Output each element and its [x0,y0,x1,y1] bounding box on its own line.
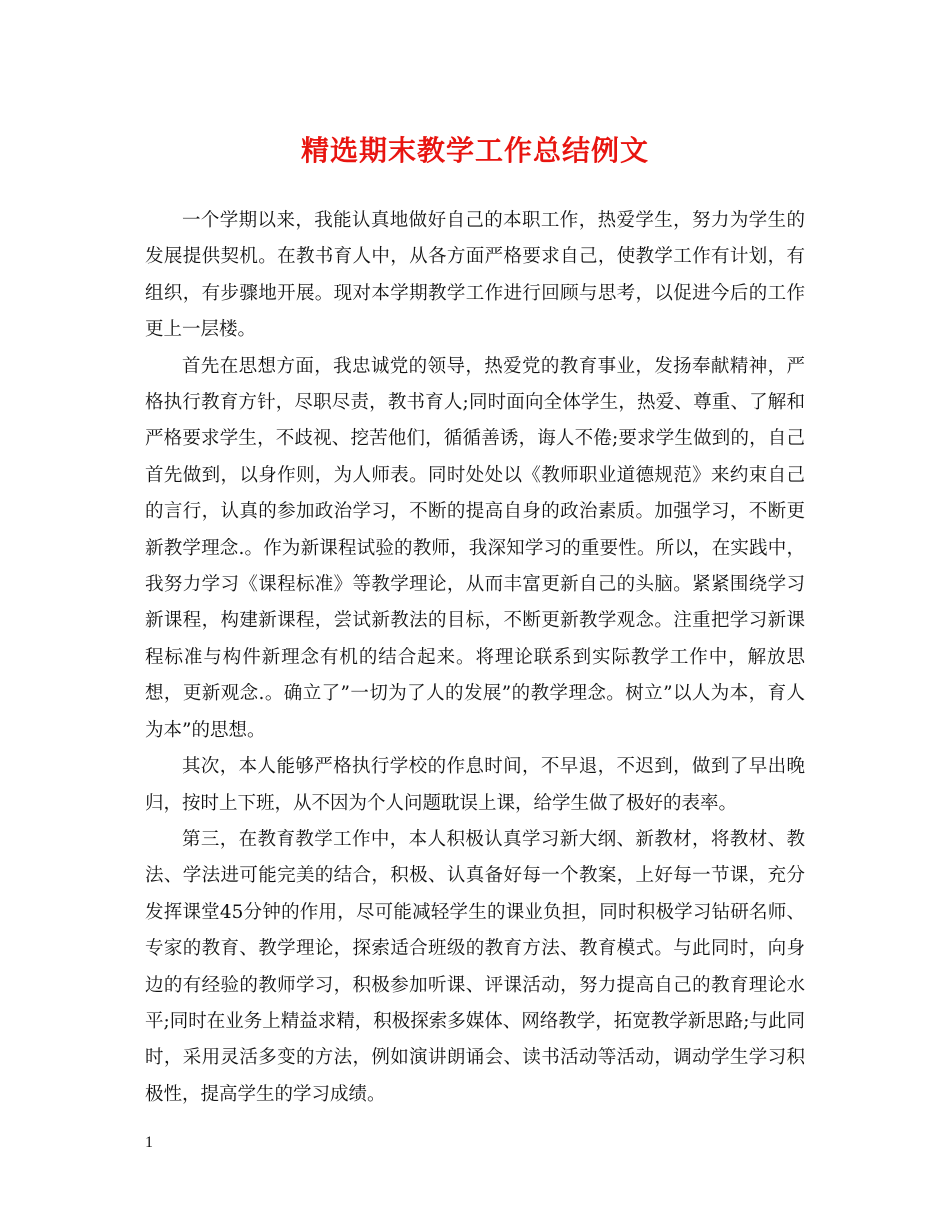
document-title: 精选期末教学工作总结例文 [300,134,649,167]
paragraph-ideology: 首先在思想方面，我忠诚党的领导，热爱党的教育事业，发扬奉献精神，严格执行教育方针，尽职尽责，教书育人;同时面向全体学生，热爱、尊重、了解和严格要求学生，不歧视、挖苦他们，循循善诱，诲人不倦;要求学生做到的，自己首先做到，以身作则，为人师表。同时处处以《教师职业道德规范》来约束自己的言行，认真的参加政治学习，不断的提高自身的政治素质。加强学习，不断更新教学理念.。作为新课程试验的教师，我深知学习的重要性。所以，在实践中，我努力学习《课程标准》等教学理论，从而丰富更新自己的头脑。紧紧围绕学习新课程，构建新课程，尝试新教法的目标，不断更新教学观念。注重把学习新课程标准与构件新理念有机的结合起来。将理论联系到实际教学工作中，解放思想，更新观念.。确立了”一切为了人的发展”的教学理念。树立”以人为本，育人为本”的思想。 [145,355,805,741]
document-body [145,203,805,1113]
page-number: 1 [145,1134,153,1151]
paragraph-discipline: 其次，本人能够严格执行学校的作息时间，不早退，不迟到，做到了早出晚归，按时上下班，从不因为个人问题耽误上课，给学生做了极好的表率。 [145,756,805,814]
paragraph-teaching: 第三，在教育教学工作中，本人积极认真学习新大纲、新教材，将教材、教法、学法进可能完美的结合，积极、认真备好每一个教案，上好每一节课，充分发挥课堂45分钟的作用，尽可能减轻学生的课业负担，同时积极学习钻研名师、专家的教育、教学理论，探索适合班级的教育方法、教育模式。与此同时，向身边的有经验的教师学习，积极参加听课、评课活动，努力提高自己的教育理论水平;同时在业务上精益求精，积极探索多媒体、网络教学，拓宽教学新思路;与此同时，采用灵活多变的方法，例如演讲朗诵会、读书活动等活动，调动学生学习积极性，提高学生的学习成绩。 [145,828,805,1105]
paragraph-intro: 一个学期以来，我能认真地做好自己的本职工作，热爱学生，努力为学生的发展提供契机。在教书育人中，从各方面严格要求自己，使教学工作有计划，有组织，有步骤地开展。现对本学期教学工作进行回顾与思考，以促进今后的工作更上一层楼。 [145,210,805,341]
